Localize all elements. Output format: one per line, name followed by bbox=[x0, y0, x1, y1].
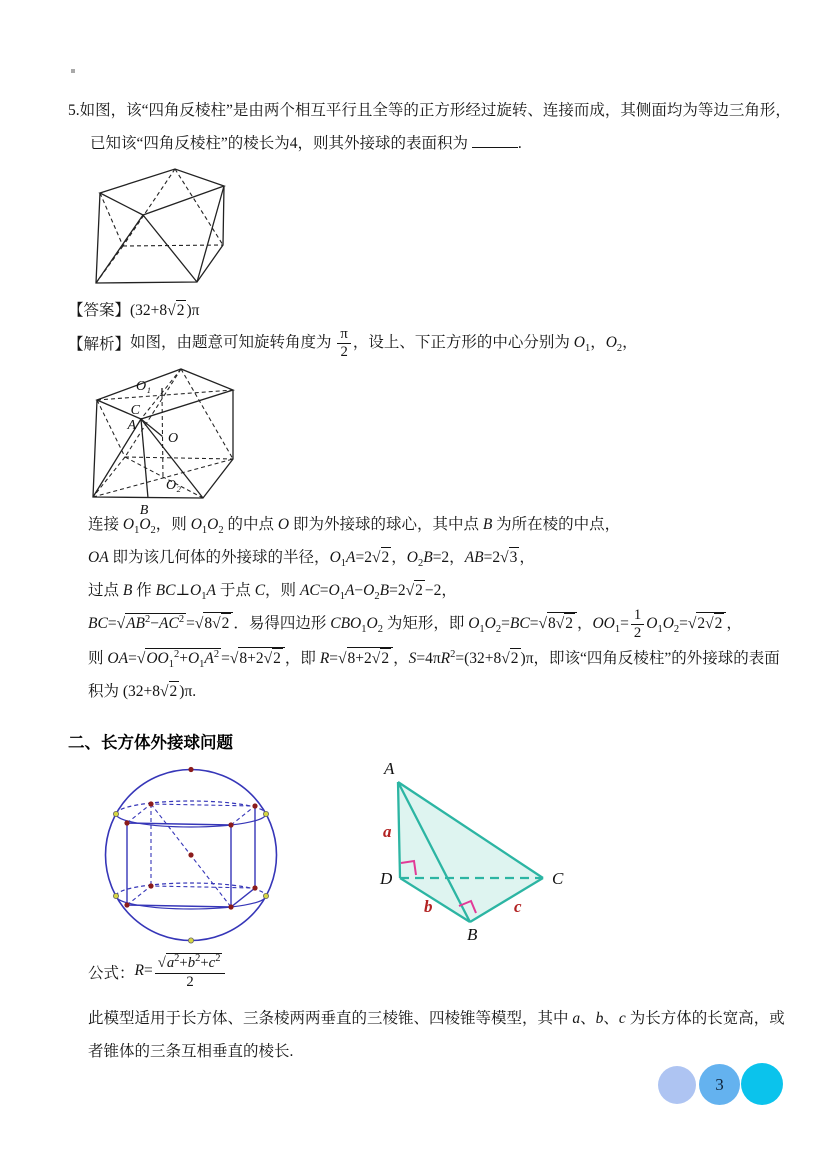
label-A: A bbox=[127, 418, 136, 433]
formula-line bbox=[88, 946, 227, 998]
problem-text: 如图，该“四角反棱柱”是由两个相互平行且全等的正方形经过旋转、连接而成，其侧面均为等边三角形，已知该“四角反棱柱”的棱长为4，则其外接球的表面积为 . bbox=[79, 102, 791, 152]
label-c: c bbox=[514, 897, 522, 916]
derivation-line: 过点 B 作 $BC\perp O_1A$ 于点 C，则 $AC=O_1A-O_2B=2√2 -2$， bbox=[88, 582, 457, 603]
antiprism-figure bbox=[95, 168, 263, 294]
answer-value: (32+8√2 )π bbox=[130, 302, 200, 319]
label-O2: O₂ bbox=[166, 478, 181, 493]
analysis-line bbox=[68, 322, 638, 364]
formula-label: 公式： bbox=[88, 965, 135, 982]
derivation bbox=[88, 508, 790, 708]
derivation-line: $BC=√AB^2-AC^2 =√8√2$ ．易得四边形 $CBO_1O_2$ 为矩形，即 $O_1O_2=BC=√8√2$ ，$OO_1=$ $\frac{1}{2}$ $O_1O_2=√2√2$ ， bbox=[88, 607, 742, 641]
antiprism2-hidden-edges bbox=[93, 369, 233, 498]
footer-page-badge bbox=[699, 1064, 740, 1105]
section-2-title: 二、长方体外接球问题 bbox=[68, 734, 233, 752]
tetrahedron-figure bbox=[372, 752, 588, 948]
sphere-cuboid-figure bbox=[103, 766, 283, 952]
problem-number: 5. bbox=[68, 102, 80, 119]
answer-line bbox=[68, 298, 199, 324]
label-C: C bbox=[552, 869, 564, 888]
answer-label: 【答案】 bbox=[68, 302, 131, 319]
label-B: B bbox=[139, 503, 149, 518]
label-B: B bbox=[467, 925, 478, 944]
antiprism-hidden-edges bbox=[96, 169, 223, 283]
footer-circle-left bbox=[658, 1066, 696, 1104]
label-a: a bbox=[383, 822, 392, 841]
tangent-dots bbox=[113, 811, 268, 943]
derivation-line: 则 $OA=√OO_1^2+O_1A^2 =√8+2√2$ ，即 R=√8+2√2 ，$S=4\pi R^2=(32+8√2$ )π，即该“四角反棱柱”的外接球的表面积为 (32+8√2 )π. bbox=[88, 648, 780, 700]
stray-mark bbox=[71, 69, 75, 73]
antiprism-labeled-figure bbox=[78, 362, 280, 520]
page-number: 3 bbox=[715, 1074, 724, 1094]
model-note: 此模型适用于长方体、三条棱两两垂直的三棱锥、四棱锥等模型，其中 a、b、c 为长方体的长宽高，或者锥体的三条互相垂直的棱长. bbox=[88, 1010, 785, 1060]
derivation-line: 连接 $O_1O_2$，则 $O_1O_2$ 的中点 O 即为外接球的球心，其中点 B 为所在棱的中点， bbox=[88, 516, 621, 537]
footer-circle-right bbox=[741, 1063, 783, 1105]
label-D: D bbox=[380, 869, 393, 888]
label-b: b bbox=[424, 897, 433, 916]
problem-5 bbox=[68, 95, 798, 160]
vertex-dots bbox=[124, 767, 257, 910]
derivation-line: OA 即为该几何体的外接球的半径，$O_1A=2√2$ ，$O_2B=2$，AB=2√3 ， bbox=[88, 549, 535, 570]
formula-math: R= $\frac{√a^2+b^2+c^2}{2}$ bbox=[135, 953, 228, 990]
label-C: C bbox=[130, 403, 140, 418]
label-A: A bbox=[384, 759, 395, 778]
label-O1: O₁ bbox=[136, 379, 151, 394]
analysis-label: 【解析】 bbox=[68, 336, 131, 353]
antiprism-solid-edges bbox=[96, 169, 224, 283]
analysis-text: 如图，由题意可知旋转角度为 $\frac{\pi}{2}$ ，设上、下正方形的中心分别为 $O_1$，$O_2$， bbox=[130, 325, 638, 360]
label-O: O bbox=[168, 431, 179, 446]
